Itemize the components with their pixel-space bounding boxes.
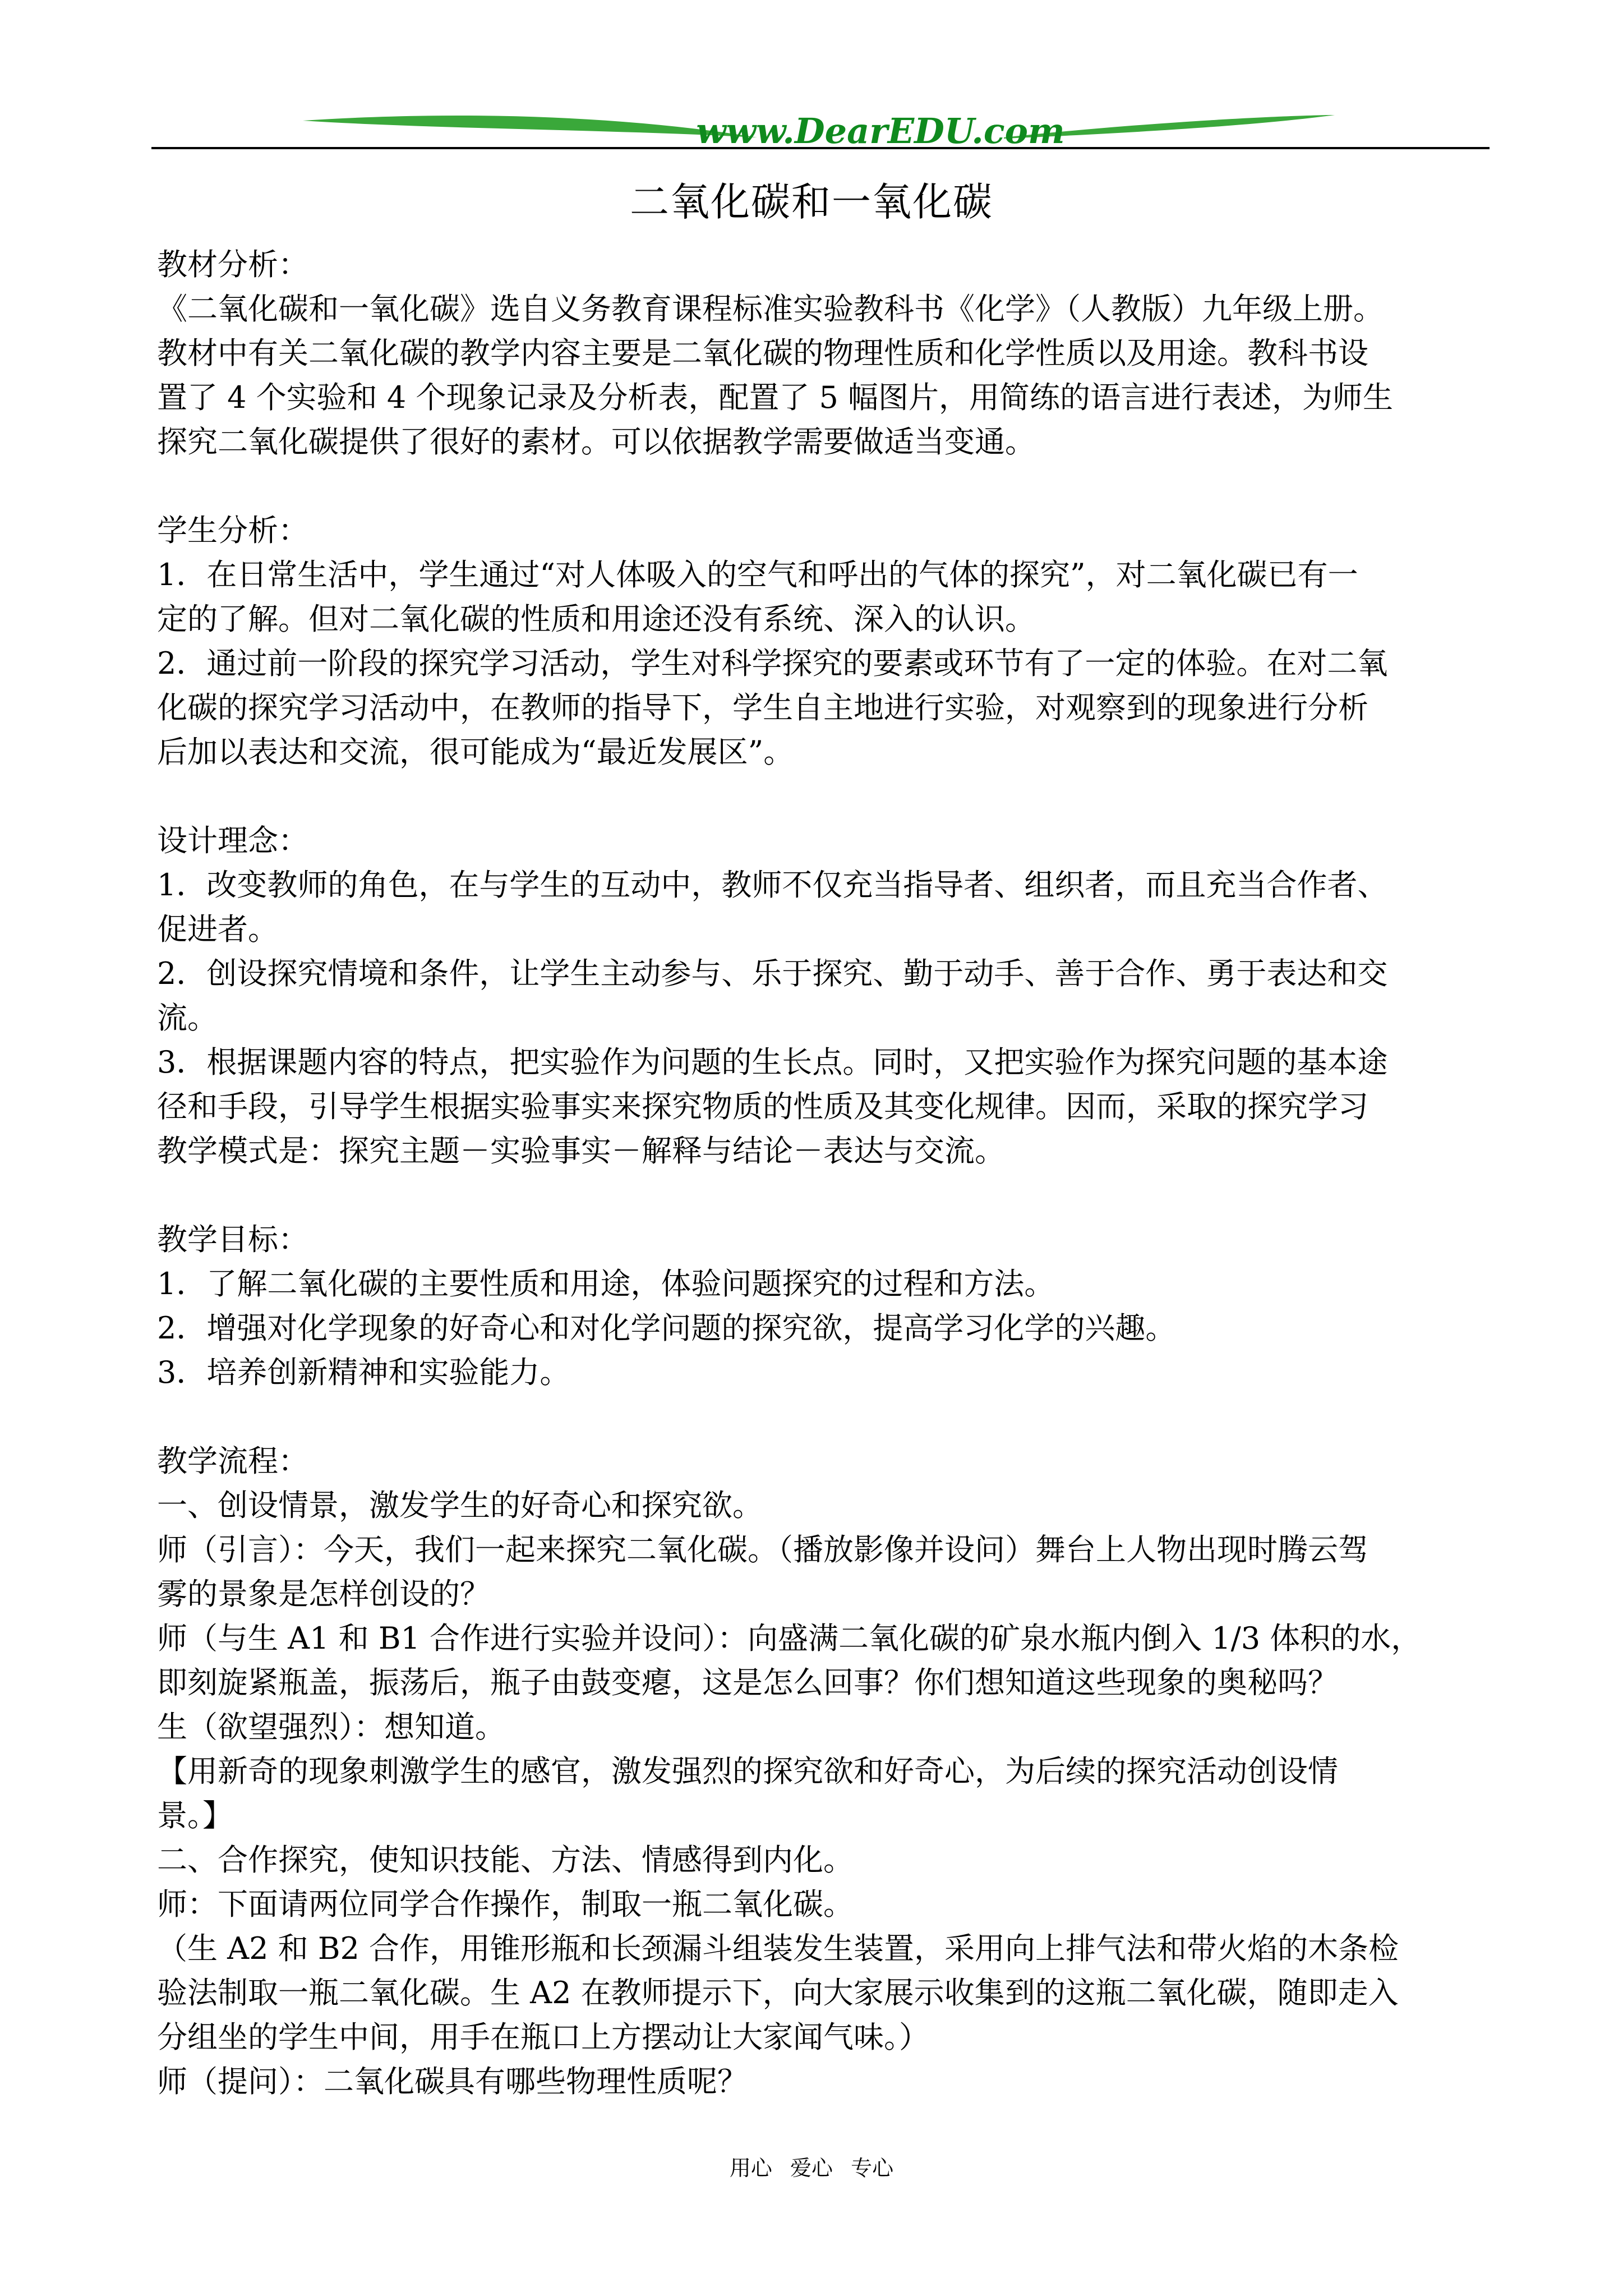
text-line: 即刻旋紧瓶盖，振荡后，瓶子由鼓变瘪，这是怎么回事？你们想知道这些现象的奥秘吗？	[157, 1665, 1338, 1700]
text-line: 2．通过前一阶段的探究学习活动，学生对科学探究的要素或环节有了一定的体验。在对二氧	[157, 646, 1388, 681]
text-line: （生 A2 和 B2 合作，用锥形瓶和长颈漏斗组装发生装置，采用向上排气法和带火焰的木条检	[157, 1931, 1399, 1966]
blank-line	[157, 774, 1486, 818]
text-line: 分组坐的学生中间，用手在瓶口上方摆动让大家闻气味。）	[157, 2019, 929, 2055]
text-line: 师（与生 A1 和 B1 合作进行实验并设问）：向盛满二氧化碳的矿泉水瓶内倒入 1/3 体积的水，	[157, 1621, 1422, 1656]
text-line: 教学模式是：探究主题－实验事实－解释与结论－表达与交流。	[157, 1133, 1005, 1168]
text-line: 探究二氧化碳提供了很好的素材。可以依据教学需要做适当变通。	[157, 424, 1035, 459]
text-line: 化碳的探究学习活动中，在教师的指导下，学生自主地进行实验，对观察到的现象进行分析	[157, 690, 1368, 725]
text-line: 雾的景象是怎样创设的？	[157, 1576, 490, 1612]
text-line: 促进者。	[157, 912, 278, 947]
text-line: 后加以表达和交流，很可能成为“最近发展区”。	[157, 734, 794, 770]
text-line: 径和手段，引导学生根据实验事实来探究物质的性质及其变化规律。因而，采取的探究学习	[157, 1089, 1368, 1124]
text-line: 2．创设探究情境和条件，让学生主动参与、乐于探究、勤于动手、善于合作、勇于表达和交	[157, 956, 1388, 991]
text-line: 1．在日常生活中，学生通过“对人体吸入的空气和呼出的气体的探究”，对二氧化碳已有一	[157, 557, 1358, 592]
text-line: 师（提问）：二氧化碳具有哪些物理性质呢？	[157, 2064, 748, 2099]
text-line: 生（欲望强烈）：想知道。	[157, 1709, 505, 1745]
text-line: 教材中有关二氧化碳的教学内容主要是二氧化碳的物理性质和化学性质以及用途。教科书设	[157, 335, 1368, 371]
blank-line	[157, 1173, 1486, 1217]
site-header	[151, 98, 1486, 165]
logo-text: www.DearEDU.com	[696, 111, 1065, 151]
text-line: 设计理念：	[157, 823, 308, 858]
text-line: 定的了解。但对二氧化碳的性质和用途还没有系统、深入的认识。	[157, 601, 1035, 637]
text-line: 教材分析：	[157, 247, 308, 282]
text-line: 3．培养创新精神和实验能力。	[157, 1355, 570, 1390]
text-line: 学生分析：	[157, 513, 308, 548]
text-line: 【用新奇的现象刺激学生的感官，激发强烈的探究欲和好奇心，为后续的探究活动创设情	[157, 1754, 1338, 1789]
page-footer: 用心 爱心 专心	[729, 2156, 894, 2180]
text-line: 师：下面请两位同学合作操作，制取一瓶二氧化碳。	[157, 1887, 854, 1922]
text-line: 师（引言）：今天，我们一起来探究二氧化碳。（播放影像并设问）舞台上人物出现时腾云驾	[157, 1532, 1368, 1567]
text-line: 验法制取一瓶二氧化碳。生 A2 在教师提示下，向大家展示收集到的这瓶二氧化碳，随即走入	[157, 1975, 1399, 2010]
text-line: 二、合作探究，使知识技能、方法、情感得到内化。	[157, 1842, 854, 1878]
text-line: 置了 4 个实验和 4 个现象记录及分析表，配置了 5 幅图片，用简练的语言进行表述，为师生	[157, 380, 1394, 415]
text-line: 教学流程：	[157, 1443, 308, 1479]
header-rule	[151, 147, 1490, 149]
blank-line	[157, 1395, 1486, 1439]
left-swoosh-icon	[303, 116, 757, 137]
text-line: 《二氧化碳和一氧化碳》选自义务教育课程标准实验教科书《化学》（人教版）九年级上册。	[157, 291, 1384, 326]
text-line: 景。】	[157, 1798, 233, 1833]
text-line: 流。	[157, 1000, 218, 1036]
blank-line	[157, 464, 1486, 508]
text-line: 1．了解二氧化碳的主要性质和用途，体验问题探究的过程和方法。	[157, 1266, 1055, 1301]
text-line: 2．增强对化学现象的好奇心和对化学问题的探究欲，提高学习化学的兴趣。	[157, 1310, 1176, 1346]
document-body	[157, 242, 1486, 2104]
deareducation-logo	[151, 98, 1486, 165]
text-line: 3．根据课题内容的特点，把实验作为问题的生长点。同时，又把实验作为探究问题的基本途	[157, 1045, 1388, 1080]
page-title: 二氧化碳和一氧化碳	[630, 179, 993, 225]
text-line: 1．改变教师的角色，在与学生的互动中，教师不仅充当指导者、组织者，而且充当合作者、	[157, 867, 1388, 903]
text-line: 教学目标：	[157, 1222, 308, 1257]
text-line: 一、创设情景，激发学生的好奇心和探究欲。	[157, 1488, 763, 1523]
